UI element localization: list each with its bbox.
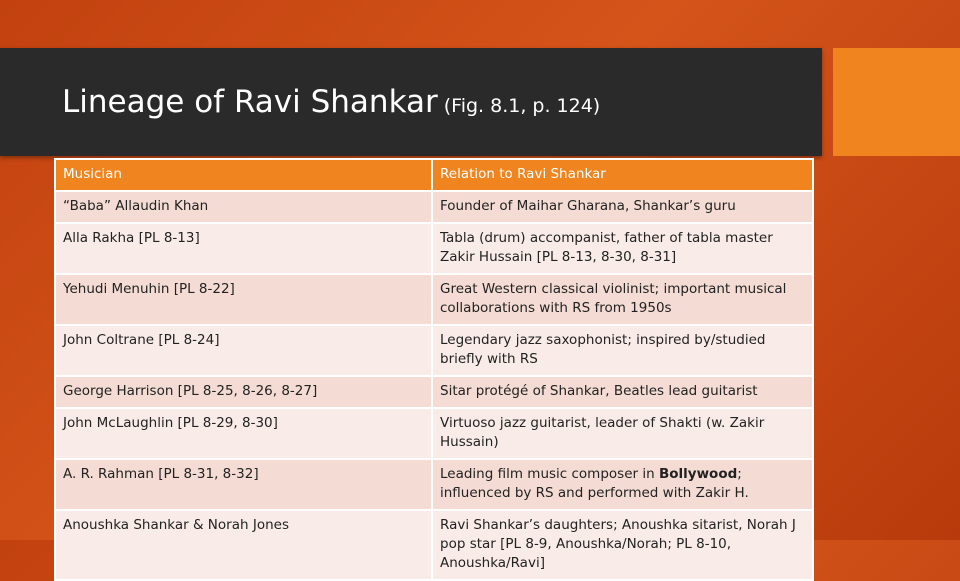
musician-cell: Alla Rakha [PL 8-13]	[55, 223, 432, 274]
table-row	[55, 223, 813, 274]
relation-text: Leading film music composer in	[440, 466, 659, 482]
slide-title	[62, 78, 600, 126]
musician-cell: Yehudi Menuhin [PL 8-22]	[55, 274, 432, 325]
musician-cell: John McLaughlin [PL 8-29, 8-30]	[55, 408, 432, 459]
lineage-table	[54, 158, 814, 581]
musician-cell: John Coltrane [PL 8-24]	[55, 325, 432, 376]
header-musician: Musician	[55, 159, 432, 191]
header-relation: Relation to Ravi Shankar	[432, 159, 813, 191]
relation-cell: Ravi Shankar’s daughters; Anoushka sitarist, Norah J pop star [PL 8-9, Anoushka/Norah; PL 8-10, Anoushka/Ravi]	[432, 510, 813, 580]
relation-cell: Tabla (drum) accompanist, father of tabla master Zakir Hussain [PL 8-13, 8-30, 8-31]	[432, 223, 813, 274]
relation-cell: Legendary jazz saxophonist; inspired by/studied briefly with RS	[432, 325, 813, 376]
table-row	[55, 408, 813, 459]
relation-bold-text: Bollywood	[658, 466, 738, 482]
musician-cell: A. R. Rahman [PL 8-31, 8-32]	[55, 459, 432, 510]
musician-cell: Anoushka Shankar & Norah Jones	[55, 510, 432, 580]
relation-cell: Sitar protégé of Shankar, Beatles lead guitarist	[432, 376, 813, 408]
table-row	[55, 191, 813, 223]
musician-cell: George Harrison [PL 8-25, 8-26, 8-27]	[55, 376, 432, 408]
table-row	[55, 376, 813, 408]
relation-cell: Founder of Maihar Gharana, Shankar’s guru	[432, 191, 813, 223]
relation-cell	[432, 459, 813, 510]
relation-cell: Great Western classical violinist; important musical collaborations with RS from 1950s	[432, 274, 813, 325]
table-row	[55, 274, 813, 325]
table-row	[55, 459, 813, 510]
table-row	[55, 325, 813, 376]
slide-title-text: Lineage of Ravi Shankar	[62, 84, 438, 120]
table-row	[55, 510, 813, 580]
table-header-row	[55, 159, 813, 191]
relation-text: ; influenced by RS and performed with Zakir H.	[440, 466, 749, 501]
relation-cell: Virtuoso jazz guitarist, leader of Shakti (w. Zakir Hussain)	[432, 408, 813, 459]
accent-block	[833, 48, 960, 156]
slide-subtitle: (Fig. 8.1, p. 124)	[443, 95, 601, 117]
musician-cell: “Baba” Allaudin Khan	[55, 191, 432, 223]
